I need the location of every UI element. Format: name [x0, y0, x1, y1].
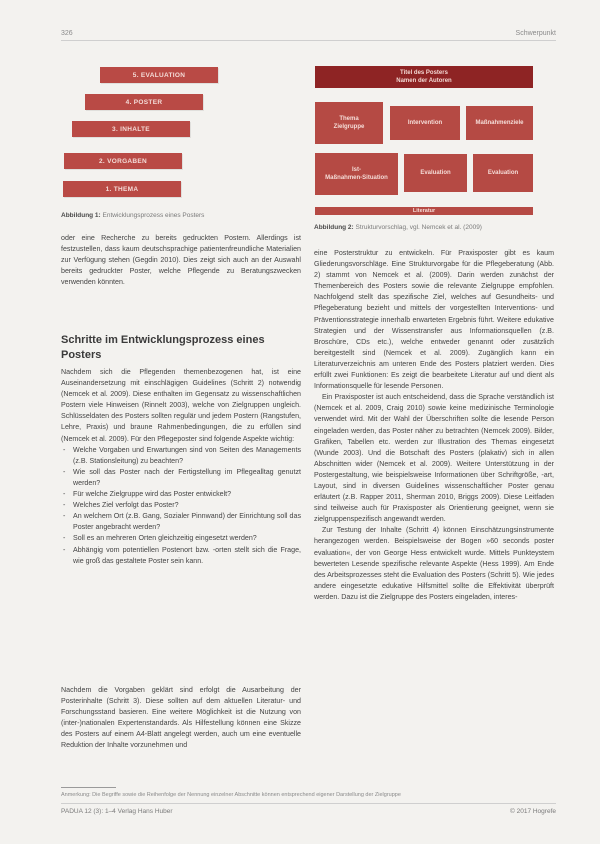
header-rule [61, 40, 556, 41]
box-thema-label: Thema [339, 116, 359, 122]
right-column [314, 248, 554, 603]
box-ist-label: Ist- [352, 167, 361, 173]
box-evaluation-1: Evaluation [404, 154, 467, 192]
page-number-header: 326 [61, 30, 73, 37]
figure-1-caption-label: Abbildung 1: [61, 212, 101, 219]
list-item: - An welchem Ort (z.B. Gang, Sozialer Pinnwand) der Einrichtung soll das Poster angebracht werden? [73, 511, 301, 533]
stair-step-2: 2. VORGABEN [64, 153, 182, 169]
left-column-top [61, 233, 301, 288]
left-column-middle [61, 367, 301, 567]
left-column-bottom [61, 685, 301, 752]
poster-title-line: Titel des Posters [400, 70, 448, 76]
list-item: - Für welche Zielgruppe wird das Poster entwickelt? [73, 489, 301, 500]
stair-step-5: 5. EVALUATION [100, 67, 218, 83]
list-item: - Abhängig vom potentiellen Postenort bzw. -orten stellt sich die Frage, wie groß das gestaltete Poster sein kann. [73, 545, 301, 567]
stair-step-3: 3. INHALTE [72, 121, 190, 137]
list-item: - Wie soll das Poster nach der Fertigstellung im Pflegealltag genutzt werden? [73, 467, 301, 489]
paragraph: Zur Testung der Inhalte (Schritt 4) können Einschätzungsinstrumente herangezogen werden. Beispielsweise der Bogen »60 seconds poster evaluation«, der von George Hess entwickelt wurde. Mittels Punkteystem bewerteten Lesende spezifische relevante Aspekte (Hess 1999). Am Ende des Arbeitsprozesses steht die Evaluation des Posters (Schritt 5). Wie jedes andere eingesetzte edukative Hilfsmittel sollte die Effektivität überprüft werden. Dazu ist die Zielgruppe des Posters eingeladen, interes- [314, 526, 554, 601]
footnote-rule [61, 787, 116, 788]
box-massnahmenziele: Maßnahmenziele [466, 106, 533, 140]
figure-1-caption [61, 212, 204, 219]
list-item: - Welche Vorgaben und Erwartungen sind von Seiten des Managements (z.B. Stationsleitung) zu beachten? [73, 445, 301, 467]
stair-step-1: 1. THEMA [63, 181, 181, 197]
poster-title-box [315, 66, 533, 88]
box-literatur: Literatur [315, 207, 533, 215]
box-intervention: Intervention [390, 106, 460, 140]
paragraph: eine Posterstruktur zu entwickeln. Für Praxisposter gibt es kaum Gliederungsvorschläge. Eine Strukturvorgabe für die Pflegeberatung (Abb. 2) stammt von Nemcek et al. (2009). Darin werden zunächst der Themenbereich des Posters sowie die relevante Zielgruppe empfohlen. Nachfolgend stellt das spezifische Ziel, welches auf Gesundheits- und Pflegeberatung bezieht und mittels der vorgestellten Interventions- und Präventionsstrategie innerhalb erwarteten Ergebnis führt. Weitere edukative Strategien und der Wissenstransfer aus Informationsquellen (z.B. Broschüre, CDs etc.), welche entweder genannt oder zusätzlich bereitgestellt sind (Nemcek et al. 2009). Zugänglich kann ein Literaturverzeichnis am unteren Ende des Posters platziert werden. Dies erfüllt zwei Funktionen: Es zeigt die bearbeitete Literatur auf und dient als Informationsquelle für lesende Personen. [314, 249, 554, 391]
paragraph: oder eine Recherche zu bereits gedruckten Postern. Allerdings ist festzustellen, dass kaum deutschsprachige patientenfreundliche Materialien zur Verfügung stehen (Gegdin 2010). Dies zeigt sich auch an der Auswahl bereits gedruckter Poster, welche Pflegende zu Beratungszwecken verwenden könnten. [61, 234, 301, 287]
box-situation-label: Maßnahmen-Situation [325, 175, 388, 181]
box-evaluation-2: Evaluation [473, 154, 533, 192]
box-zielgruppe-label: Zielgruppe [333, 124, 365, 130]
footer-rule [61, 803, 556, 804]
paragraph: Nachdem die Vorgaben geklärt sind erfolgt die Ausarbeitung der Posterinhalte (Schritt 3). Diese sollten auf dem aktuellen Literatur- und Forschungsstand basieren. Eine weitere Möglichkeit ist die Nutzung von (inter-)nationalen Expertenstandards. Als Hilfestellung können eine Skizze des Posters auf einem A4-Blatt angelegt werden, auch um eine eventuelle Reduktion der Inhalte vorzunehmen und [61, 686, 301, 750]
paragraph: Nachdem sich die Pflegenden themenbezogenen hat, ist eine Auseinandersetzung mit einschlägigen Guidelines (Schritt 2) notwendig (Nemcek et al. 2009). Diese enthalten im Gegensatz zu wissenschaftlichen Postern viele Hinweisen (Rinnelt 2003), welche von Zielgruppen ungleich. Schlüsseldaten des Posters sollten regulär und jedem Postern (Rangstufen, Lehre, Praxis) und braune Rahmenbedingungen, die zu erfüllen sind (Nemcek et al. 2009). Für den Pflegeposter sind folgende Aspekte wichtig: [61, 368, 301, 443]
figure-1-caption-text: Entwicklungsprozess eines Posters [102, 212, 205, 219]
aspect-list [61, 445, 301, 567]
box-thema-zielgruppe [315, 102, 383, 144]
footer-copyright: © 2017 Hogrefe [510, 808, 556, 815]
box-ist-situation [315, 153, 398, 195]
footer-journal: PADUA 12 (3): 1–4 Verlag Hans Huber [61, 808, 173, 815]
list-item: - Soll es an mehreren Orten gleichzeitig eingesetzt werden? [73, 533, 301, 544]
figure-2-caption-label: Abbildung 2: [314, 224, 354, 231]
figure-2-caption [314, 224, 482, 231]
list-item: - Welches Ziel verfolgt das Poster? [73, 500, 301, 511]
figure-2-caption-text: Strukturvorschlag, vgl. Nemcek et al. (2009) [355, 224, 482, 231]
section-heading: Schritte im Entwicklungsprozess eines Posters [61, 334, 265, 361]
stair-step-4: 4. POSTER [85, 94, 203, 110]
paragraph: Ein Praxisposter ist auch entscheidend, dass die Sprache verständlich ist (Nemcek et al. 2009, Craig 2010) sowie keine medizinische Terminologie verwendet wird. Mit der Wahl der Überschriften sollte die lesende Person eingeladen werden, das Poster näher zu betrachten (Nemcek 2009). Bilder, Grafiken, Tabellen etc. werden zur Illustration des Themas eingesetzt (Wunde 2003). Und die Botschaft des Posters (plakativ) sich in allen Abschnitten wider (Nemcek et al. 2009). Weitere Unterstützung in der Postergestaltung, wie beispielsweise Informationen über Schriftgröße, -art, Layout, sind in diversen Guidelines wissenschaftlicher Poster genau erläutert (z.B. Rapper 2011, Sherman 2010, Briggs 2009). Diese Leitfaden sind teilweise auch für Praxisposter als Orientierung geeignet, wenn sie zielgruppenspezifisch angewandt werden. [314, 393, 554, 524]
footnote: Anmerkung: Die Begriffe sowie die Reihenfolge der Nennung einzelner Abschnitte können entsprechend eigener Darstellung der Zielgruppe [61, 792, 401, 798]
poster-authors-line: Namen der Autoren [396, 78, 452, 84]
section-header: Schwerpunkt [515, 30, 556, 37]
